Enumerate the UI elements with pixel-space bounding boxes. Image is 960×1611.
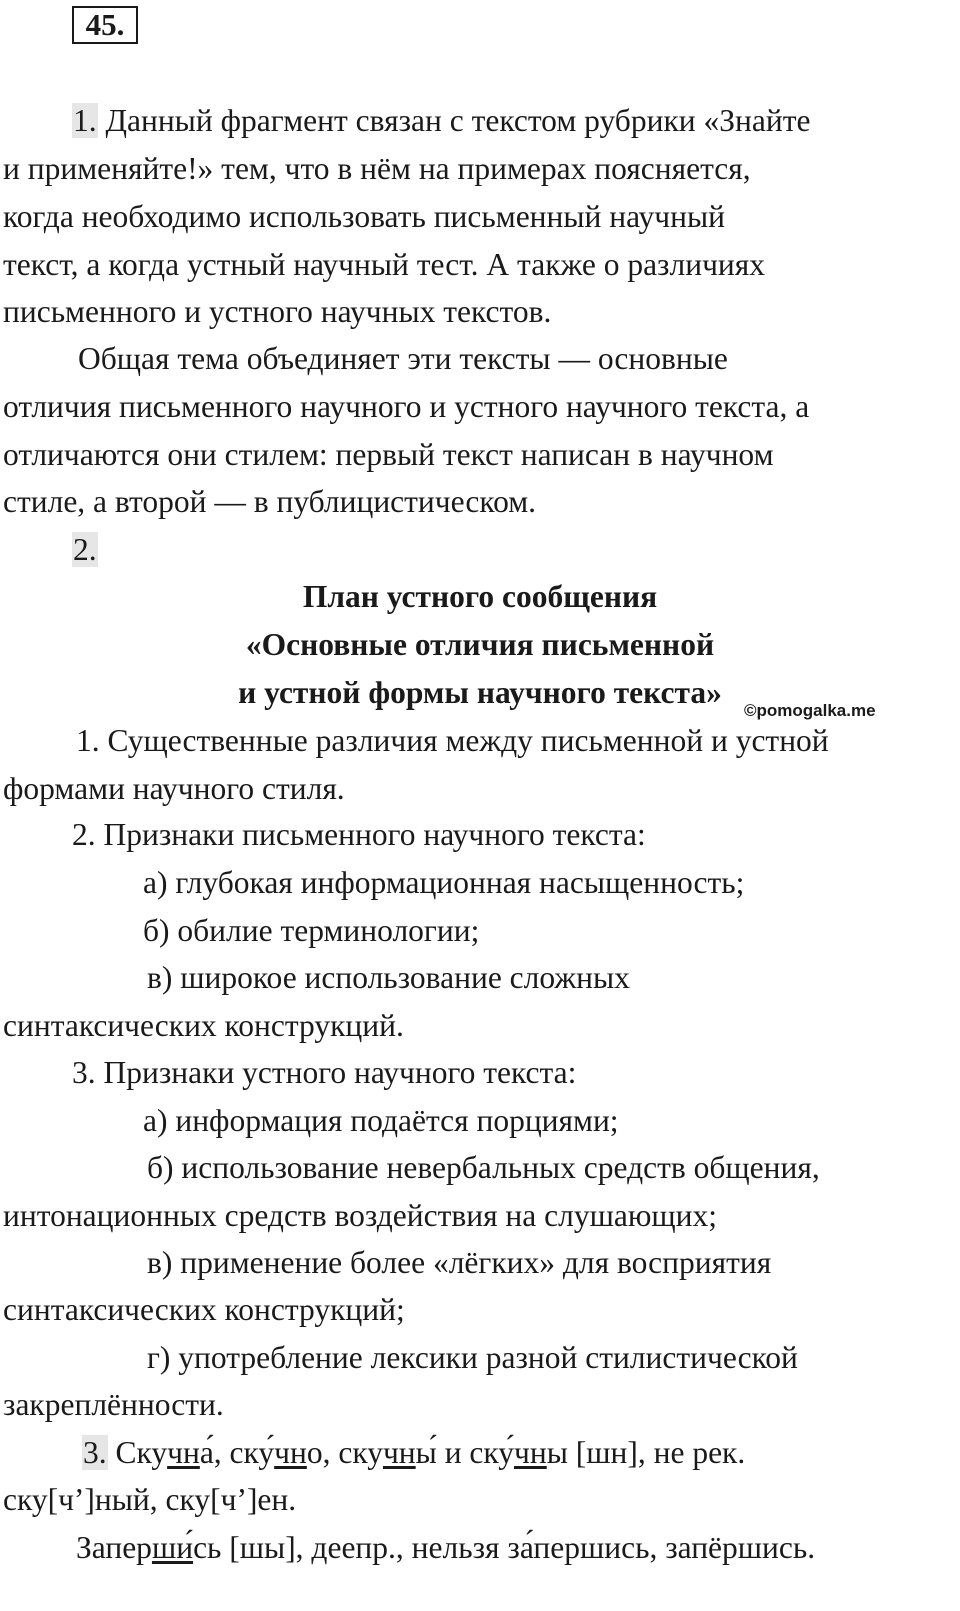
part1-line-5: письменного и устного научных текстов. bbox=[3, 294, 552, 329]
underlined-letters: чн bbox=[382, 1435, 416, 1470]
underlined-letters: чн bbox=[514, 1435, 547, 1470]
plan-item-3a: а) информация подаётся порциями; bbox=[143, 1103, 619, 1138]
watermark: ©pomogalka.me bbox=[744, 701, 876, 720]
plan-title-line-1: План устного сообщения bbox=[302, 579, 658, 614]
part3-line-1: 3. Скучна́, ску́чно, скучны́ и ску́чны [шн], не рек. bbox=[83, 1435, 746, 1470]
part2-marker: 2. bbox=[73, 532, 97, 567]
part1-line-1: 1. Данный фрагмент связан с текстом рубрики «Знайте bbox=[73, 103, 811, 138]
part1-line-6: Общая тема объединяет эти тексты — основные bbox=[78, 341, 728, 376]
part3-line-3: Заперши́сь [шы], деепр., нельзя за́першись, запёршись. bbox=[76, 1530, 816, 1565]
plan-item-1b: формами научного стиля. bbox=[3, 771, 345, 806]
plan-item-2a: а) глубокая информационная насыщенность; bbox=[143, 865, 745, 900]
underlined-letters: чн bbox=[274, 1435, 307, 1470]
part1-line-9: стиле, а второй — в публицистическом. bbox=[3, 484, 537, 519]
task-number: 45. bbox=[72, 6, 138, 44]
plan-title-line-3: и устной формы научного текста» bbox=[238, 675, 722, 710]
part1-marker: 1. bbox=[73, 103, 97, 138]
part1-line-7: отличия письменного научного и устного научного текста, а bbox=[3, 389, 810, 424]
plan-item-3c-line-2: синтаксических конструкций; bbox=[3, 1292, 405, 1327]
plan-item-3d-line-2: закреплённости. bbox=[3, 1387, 224, 1422]
plan-item-2c-line-1: в) широкое использование сложных bbox=[147, 960, 630, 995]
plan-item-3b-line-1: б) использование невербальных средств общения, bbox=[147, 1150, 820, 1185]
part2-marker-line bbox=[72, 532, 98, 568]
plan-item-3b-line-2: интонационных средств воздействия на слушающих; bbox=[3, 1198, 717, 1233]
part3-line-2: ску[ч’]ный, ску[ч’]ен. bbox=[3, 1482, 297, 1517]
part1-line-8: отличаются они стилем: первый текст написан в научном bbox=[3, 437, 774, 472]
part1-line-2: и применяйте!» тем, что в нём на примерах поясняется, bbox=[3, 151, 751, 186]
plan-item-3d-line-1: г) употребление лексики разной стилистической bbox=[147, 1340, 798, 1375]
plan-item-3c-line-1: в) применение более «лёгких» для восприятия bbox=[147, 1245, 772, 1280]
underlined-letters: ши́ bbox=[151, 1530, 194, 1565]
underlined-letters: чн bbox=[167, 1435, 200, 1470]
plan-item-3: 3. Признаки устного научного текста: bbox=[72, 1055, 577, 1090]
plan-item-2b: б) обилие терминологии; bbox=[143, 913, 480, 948]
part1-line-4: текст, а когда устный научный тест. А также о различиях bbox=[3, 247, 766, 282]
plan-item-2c-line-2: синтаксических конструкций. bbox=[3, 1008, 404, 1043]
plan-item-1a: 1. Существенные различия между письменной и устной bbox=[76, 723, 829, 758]
plan-item-2: 2. Признаки письменного научного текста: bbox=[72, 817, 646, 852]
part3-marker: 3. bbox=[83, 1435, 107, 1470]
part1-line-3: когда необходимо использовать письменный научный bbox=[3, 199, 725, 234]
plan-title-line-2: «Основные отличия письменной bbox=[245, 627, 715, 662]
